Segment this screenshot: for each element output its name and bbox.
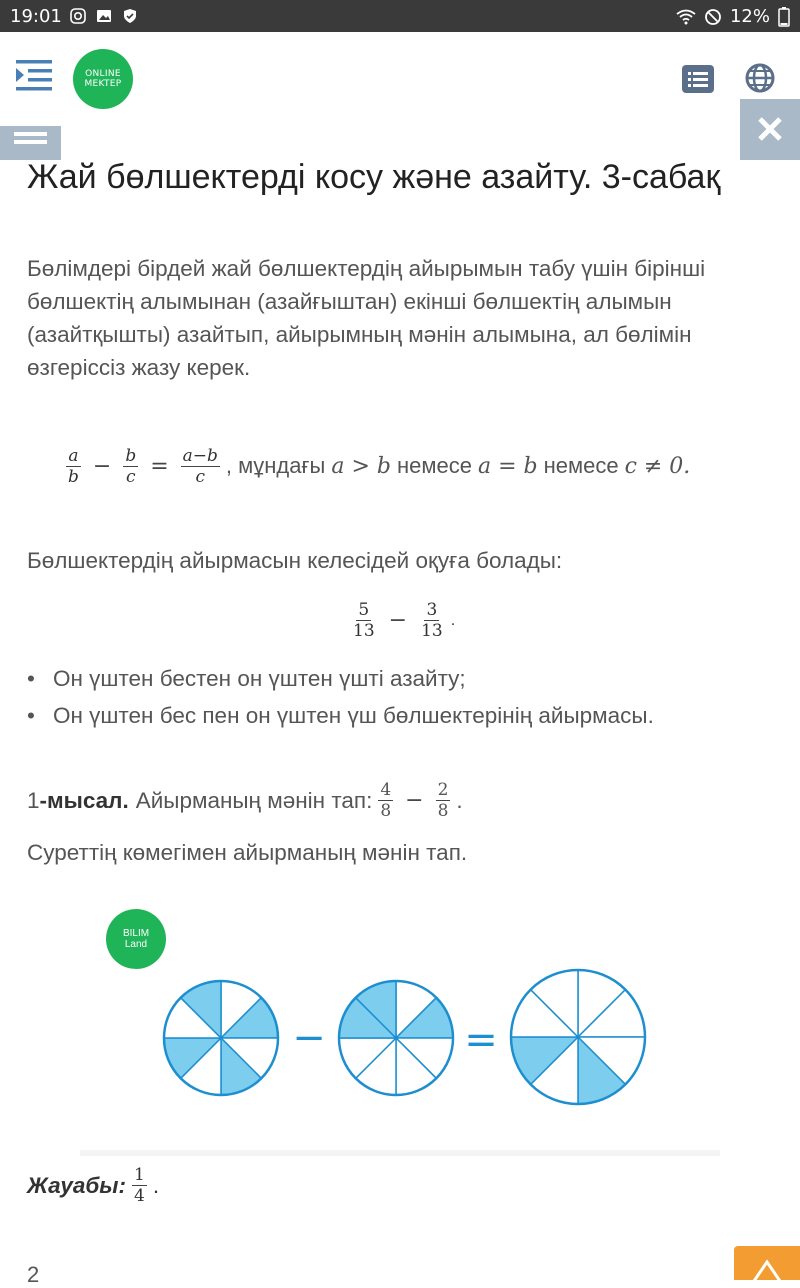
pie-result: [511, 970, 645, 1104]
fraction-2-8: [436, 780, 451, 821]
condition-3: c ≠ 0.: [624, 453, 691, 479]
logo-line1: ONLINE: [85, 69, 121, 79]
fraction-1-4: [132, 1165, 147, 1206]
list-item: • Он үштен бестен он үштен үшті азайту;: [27, 660, 654, 697]
wifi-icon: [676, 9, 696, 25]
list-item: • Он үштен бес пен он үштен үш бөлшектерінің айырмасы.: [27, 697, 654, 734]
instagram-icon: [70, 8, 86, 24]
divider: [80, 1150, 720, 1156]
denominator: 4: [134, 1186, 145, 1206]
answer-label: Жауабы:: [27, 1172, 127, 1198]
period: .: [450, 611, 456, 629]
globe-icon[interactable]: [744, 62, 776, 94]
do-not-disturb-icon: [704, 8, 722, 26]
or-text: немесе: [396, 453, 472, 478]
tab-bar-line: [14, 140, 47, 144]
numerator: 4: [380, 780, 392, 800]
numerator: 2: [437, 780, 449, 800]
numerator: 5: [358, 600, 370, 620]
tab-bar-line: [14, 132, 47, 136]
denominator: c: [195, 466, 206, 487]
denominator: 8: [437, 801, 449, 821]
badge-line2: Land: [124, 939, 148, 950]
fraction-4-8: [378, 780, 393, 821]
pie-minus-sign: −: [292, 1015, 326, 1061]
denominator: 8: [380, 801, 392, 821]
pie-equals-sign: =: [464, 1017, 498, 1063]
battery-icon: [778, 7, 790, 27]
content-menu-tab[interactable]: [0, 126, 61, 160]
where-text: , мұндағы: [225, 453, 326, 478]
close-button[interactable]: [740, 99, 800, 160]
fraction-pies-illustration: [160, 965, 660, 1110]
fraction-result: [181, 446, 220, 487]
reading-list: [27, 660, 654, 734]
bilimland-badge: [106, 909, 166, 969]
numerator: b: [125, 445, 137, 466]
shield-icon: [122, 8, 138, 24]
example-instruction: Суреттің көмегімен айырманың мәнін тап.: [27, 840, 468, 865]
gallery-icon: [96, 8, 112, 24]
denominator: b: [68, 466, 79, 487]
numerator: a: [68, 445, 79, 466]
example-1-heading: [27, 780, 463, 821]
minus-sign: −: [405, 788, 424, 813]
battery-level: 12%: [729, 6, 770, 27]
badge-line1: BILIM: [122, 928, 150, 939]
numerator: 1: [134, 1165, 145, 1185]
fraction-3-13: [419, 600, 445, 641]
reading-intro: Бөлшектердің айырмасын келесідей оқуға болады:: [27, 548, 563, 573]
example-label: -мысал.: [39, 787, 129, 813]
denominator: 13: [353, 621, 375, 641]
close-icon: [740, 99, 800, 160]
period: .: [456, 787, 463, 813]
condition-1: a > b: [331, 453, 391, 479]
or-text: немесе: [543, 453, 619, 478]
pie-two-eighths: [339, 981, 453, 1095]
status-time: 19:01: [10, 6, 62, 27]
pie-four-eighths: [164, 981, 278, 1095]
subtraction-formula: [60, 443, 696, 489]
status-bar: [0, 0, 800, 32]
denominator: 13: [421, 621, 443, 641]
numerator: a−b: [182, 445, 218, 466]
numerator: 3: [426, 600, 438, 620]
report-button[interactable]: [734, 1246, 800, 1280]
reading-example-fraction: [345, 600, 455, 641]
period: .: [152, 1172, 160, 1198]
denominator: c: [126, 466, 136, 487]
answer-line: [27, 1165, 159, 1206]
minus-sign: −: [388, 608, 408, 633]
app-header: [0, 32, 800, 127]
rule-paragraph: Бөлімдері бірдей жай бөлшектердің айырымын табу үшін бірінші бөлшектің алымынан (азайғыштан) екінші бөлшектің алымын (азайтқышты) азайтып, айырымның мәнін алымына, ал бөлімін өзгеріссіз жазу керек.: [27, 256, 706, 380]
example-number: 1: [27, 787, 40, 813]
condition-2: a = b: [477, 453, 538, 479]
example-text: Айырманың мәнін тап:: [135, 787, 373, 813]
warning-icon: [734, 1246, 800, 1280]
logo-line2: MEKTEP: [84, 79, 122, 89]
sidebar-toggle-icon[interactable]: [14, 56, 54, 96]
fraction-5-13: [351, 600, 377, 641]
equals-sign: =: [150, 453, 169, 479]
fraction-b-over-c: [123, 446, 138, 487]
minus-sign: −: [92, 453, 112, 479]
page-title: Жай бөлшектерді косу және азайту. 3-сабақ: [27, 158, 721, 196]
fraction-a-over-b: [66, 446, 81, 487]
online-mektep-logo[interactable]: [73, 49, 133, 109]
list-icon[interactable]: [682, 65, 714, 93]
next-example-peek: 2: [27, 1262, 40, 1287]
